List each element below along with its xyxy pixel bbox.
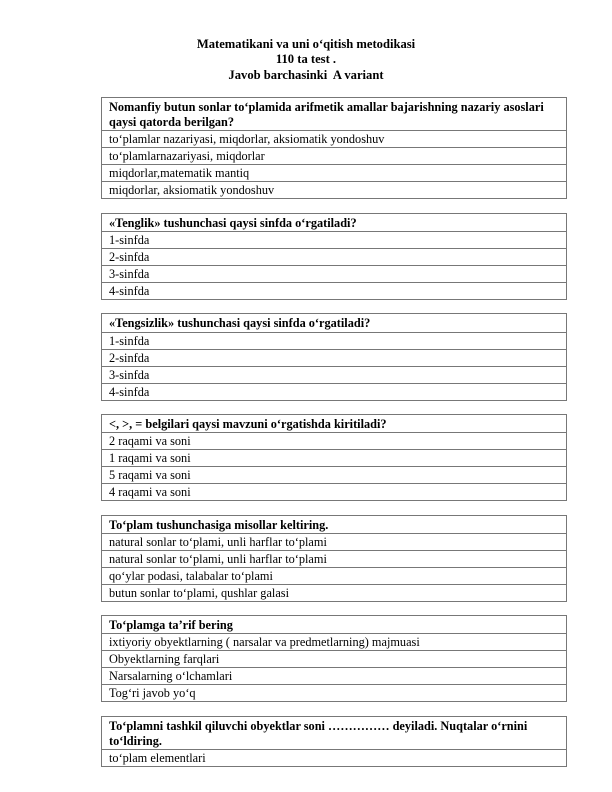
question-list bbox=[101, 97, 567, 781]
answer-option: 2-sinfda bbox=[102, 349, 567, 366]
document-header bbox=[0, 37, 612, 83]
question-block bbox=[101, 716, 567, 767]
question-text: To‘plamni tashkil qiluvchi obyektlar soni …………… deyiladi. Nuqtalar o‘rnini to‘ldiring. bbox=[102, 716, 567, 749]
answer-option: natural sonlar to‘plami, unli harflar to‘plami bbox=[102, 550, 567, 567]
question-text: To‘plamga ta’rif bering bbox=[102, 616, 567, 634]
answer-option: 1-sinfda bbox=[102, 332, 567, 349]
question-block bbox=[101, 414, 567, 501]
answer-option: 5 raqami va soni bbox=[102, 467, 567, 484]
question-text: «Tenglik» tushunchasi qaysi sinfda o‘rgatiladi? bbox=[102, 213, 567, 231]
answer-option: Narsalarning o‘lchamlari bbox=[102, 668, 567, 685]
answer-option: 3-sinfda bbox=[102, 366, 567, 383]
answer-option: natural sonlar to‘plami, unli harflar to‘plami bbox=[102, 533, 567, 550]
answer-option: to‘plam elementlari bbox=[102, 750, 567, 767]
answer-option: Obyektlarning farqlari bbox=[102, 651, 567, 668]
answer-option: to‘plamlar nazariyasi, miqdorlar, aksiomatik yondoshuv bbox=[102, 131, 567, 148]
question-text: <, >, = belgilari qaysi mavzuni o‘rgatishda kiritiladi? bbox=[102, 414, 567, 432]
answer-option: miqdorlar,matematik mantiq bbox=[102, 165, 567, 182]
question-block bbox=[101, 313, 567, 400]
answer-option: 1-sinfda bbox=[102, 232, 567, 249]
answer-option: 4 raqami va soni bbox=[102, 484, 567, 501]
answer-option: butun sonlar to‘plami, qushlar galasi bbox=[102, 584, 567, 601]
document-title: Matematikani va uni o‘qitish metodikasi bbox=[196, 37, 416, 51]
question-block bbox=[101, 97, 567, 199]
question-block bbox=[101, 615, 567, 702]
answer-option: ixtiyoriy obyektlarning ( narsalar va predmetlarning) majmuasi bbox=[102, 634, 567, 651]
answer-option: 2-sinfda bbox=[102, 249, 567, 266]
question-block bbox=[101, 515, 567, 602]
question-text: «Tengsizlik» tushunchasi qaysi sinfda o‘rgatiladi? bbox=[102, 314, 567, 332]
test-count: 110 ta test . bbox=[275, 52, 337, 67]
question-text: Nomanfiy butun sonlar to‘plamida arifmetik amallar bajarishning nazariy asoslari qaysi qatorda berilgan? bbox=[102, 98, 567, 131]
question-text: To‘plam tushunchasiga misollar keltiring. bbox=[102, 515, 567, 533]
answer-option: qo‘ylar podasi, talabalar to‘plami bbox=[102, 567, 567, 584]
answer-option: miqdorlar, aksiomatik yondoshuv bbox=[102, 182, 567, 199]
answer-option: 4-sinfda bbox=[102, 283, 567, 300]
answer-option: to‘plamlarnazariyasi, miqdorlar bbox=[102, 148, 567, 165]
answer-option: Tog‘ri javob yo‘q bbox=[102, 685, 567, 702]
answer-option: 3-sinfda bbox=[102, 266, 567, 283]
answer-option: 2 raqami va soni bbox=[102, 433, 567, 450]
answer-note: Javob barchasinki A variant bbox=[228, 67, 384, 82]
answer-option: 4-sinfda bbox=[102, 383, 567, 400]
question-block bbox=[101, 213, 567, 300]
answer-option: 1 raqami va soni bbox=[102, 450, 567, 467]
